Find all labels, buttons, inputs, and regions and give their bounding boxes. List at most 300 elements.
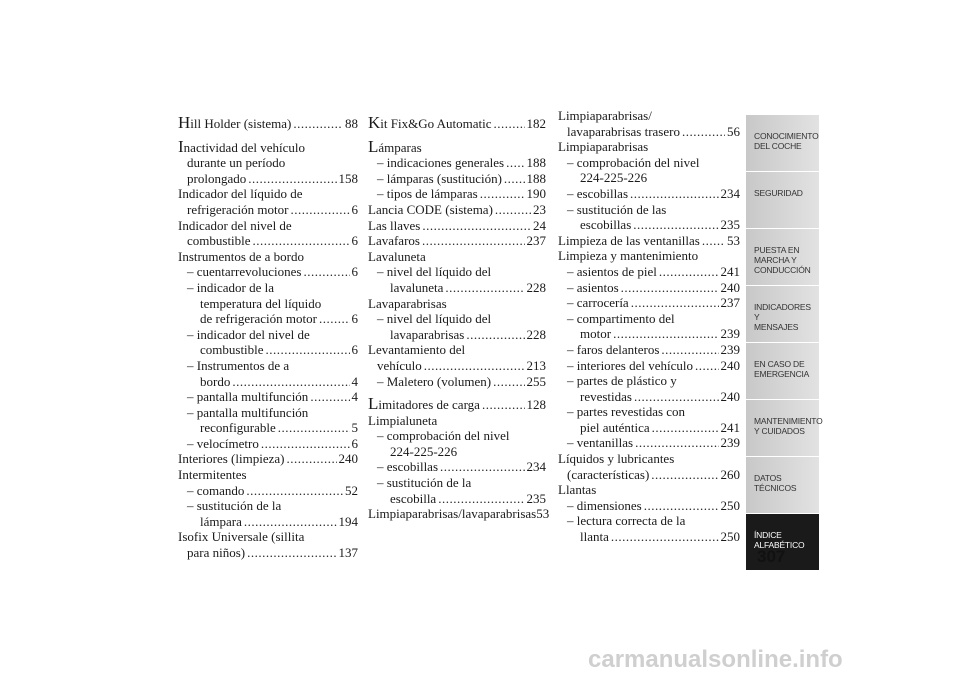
entry-text: – ventanillas xyxy=(567,435,634,451)
entry-heading xyxy=(178,136,358,156)
leader-dots xyxy=(630,186,718,202)
page-ref: 6 xyxy=(351,233,358,249)
leader-dots xyxy=(504,171,525,187)
page-ref: 194 xyxy=(338,513,358,529)
index-entry xyxy=(368,202,546,218)
page-ref: 239 xyxy=(720,341,740,357)
index-entry xyxy=(558,139,740,155)
page-ref: 250 xyxy=(720,497,740,513)
entry-text: revestidas xyxy=(580,388,632,404)
page-ref: 158 xyxy=(338,170,358,186)
page-ref: 234 xyxy=(720,185,740,201)
index-line xyxy=(368,491,546,507)
leader-dots xyxy=(246,483,343,499)
section-tab-label: CONOCIMIENTO xyxy=(754,131,819,141)
entry-text: – escobillas xyxy=(377,459,439,475)
leader-dots xyxy=(247,545,336,561)
entry-heading: Indicador del nivel de xyxy=(178,217,292,233)
entry-text: – faros delanteros xyxy=(567,341,660,357)
page-ref: 6 xyxy=(351,311,358,327)
section-tab-label: MANTENIMIENTO xyxy=(754,416,823,426)
leader-dots xyxy=(278,420,350,436)
index-line xyxy=(368,202,546,218)
index-entry xyxy=(558,451,740,482)
entry-text: vehículo xyxy=(377,357,422,373)
index-line xyxy=(178,202,358,218)
index-line xyxy=(178,311,358,327)
index-entry xyxy=(368,342,546,373)
index-line xyxy=(558,233,740,249)
section-tab xyxy=(746,286,819,343)
page-ref: 5 xyxy=(351,420,358,436)
entry-text: – indicaciones generales xyxy=(377,155,505,171)
entry-text: bordo xyxy=(200,373,231,389)
section-tab-label: EMERGENCIA xyxy=(754,369,810,379)
index-entry xyxy=(368,396,546,413)
index-entry xyxy=(558,498,740,514)
entry-heading: – sustitución de las xyxy=(567,201,667,217)
index-entry xyxy=(368,459,546,475)
leader-dots xyxy=(644,498,719,514)
section-tab-label: DATOS TÉCNICOS xyxy=(754,473,797,493)
entry-heading: – lectura correcta de la xyxy=(567,513,686,529)
leader-dots xyxy=(695,358,719,374)
section-tabs xyxy=(746,115,823,571)
entry-text: – tipos de lámparas xyxy=(377,186,478,202)
page-ref: 188 xyxy=(526,170,546,186)
page-ref: 234 xyxy=(526,459,546,475)
index-entry xyxy=(178,280,358,327)
entry-text: llanta xyxy=(580,529,609,545)
page-ref: 239 xyxy=(720,326,740,342)
entry-heading: Lavaluneta xyxy=(368,248,426,264)
index-entry xyxy=(178,389,358,405)
index-entry xyxy=(558,108,740,139)
leader-dots xyxy=(631,295,719,311)
leader-dots xyxy=(495,202,531,218)
index-entry xyxy=(178,115,358,132)
index-entry xyxy=(178,327,358,358)
section-tab-label: EN CASO DE xyxy=(754,359,805,369)
entry-heading: – nivel del líquido del xyxy=(377,264,492,280)
index-entry xyxy=(558,264,740,280)
index-line xyxy=(368,218,546,234)
entry-text: piel auténtica xyxy=(580,419,650,435)
index-line xyxy=(558,342,740,358)
leader-dots xyxy=(244,514,337,530)
index-line xyxy=(178,420,358,436)
leader-dots xyxy=(286,451,336,467)
entry-heading: – Instrumentos de a xyxy=(187,357,290,373)
section-tab-label: INDICADORES Y xyxy=(754,302,811,322)
entry-heading: – indicador de la xyxy=(187,279,274,295)
index-line xyxy=(368,171,546,187)
entry-head: Lámparas xyxy=(368,136,422,156)
leader-dots xyxy=(440,459,524,475)
section-tab xyxy=(746,400,823,457)
index-column-1 xyxy=(178,108,358,561)
leader-dots xyxy=(652,420,719,436)
initial-letter: L xyxy=(368,136,379,156)
entry-text: – asientos xyxy=(567,279,619,295)
index-line xyxy=(368,233,546,249)
leader-dots xyxy=(253,233,350,249)
page-ref: 190 xyxy=(526,186,546,202)
page-ref: 4 xyxy=(351,389,358,405)
leader-dots xyxy=(424,358,525,374)
page-ref: 240 xyxy=(720,357,740,373)
leader-dots xyxy=(651,467,718,483)
leader-dots xyxy=(480,186,525,202)
leader-dots xyxy=(303,264,349,280)
entry-continuation: 224-225-226 xyxy=(390,443,458,459)
entry-text: – cuentarrevoluciones xyxy=(187,264,302,280)
index-line xyxy=(558,529,740,545)
index-entry xyxy=(178,483,358,499)
leader-dots xyxy=(422,218,531,234)
leader-dots xyxy=(482,397,525,413)
leader-dots xyxy=(310,389,349,405)
page-ref: 137 xyxy=(338,545,358,561)
index-entry xyxy=(178,436,358,452)
index-line xyxy=(178,264,358,280)
leader-dots xyxy=(621,280,719,296)
entry-text: escobilla xyxy=(390,490,437,506)
entry-heading: – indicador del nivel de xyxy=(187,326,310,342)
page-ref: 53 xyxy=(727,232,740,248)
entry-heading: Intermitentes xyxy=(178,467,247,483)
entry-text: lámpara xyxy=(200,513,242,529)
leader-dots xyxy=(248,171,336,187)
index-line xyxy=(558,186,740,202)
entry-head: Hill Holder (sistema) xyxy=(178,113,292,132)
leader-dots xyxy=(613,326,718,342)
index-line xyxy=(178,436,358,452)
entry-heading: Limpialuneta xyxy=(368,412,438,428)
page-ref: 6 xyxy=(351,342,358,358)
page-number: 307 xyxy=(757,547,786,566)
entry-head: Inactividad del vehículo xyxy=(178,136,305,156)
page-ref: 240 xyxy=(338,451,358,467)
index-line xyxy=(178,171,358,187)
leader-dots xyxy=(634,389,719,405)
index-entry xyxy=(558,280,740,296)
entry-text: para niños) xyxy=(187,545,246,561)
index-entry xyxy=(178,249,358,265)
index-entry xyxy=(368,249,546,265)
entry-heading: – sustitución de la xyxy=(187,498,282,514)
entry-heading: Llantas xyxy=(558,482,597,498)
index-line xyxy=(178,451,358,467)
page-ref: 237 xyxy=(526,233,546,249)
entry-head: Limitadores de carga xyxy=(368,394,480,414)
index-line xyxy=(178,233,358,249)
index-line xyxy=(368,280,546,296)
index-line xyxy=(178,374,358,390)
index-entry xyxy=(368,506,550,522)
watermark: carmanualsonline.info xyxy=(588,646,843,673)
index-entry xyxy=(558,233,740,249)
entry-text: combustible xyxy=(200,342,264,358)
index-line xyxy=(558,389,740,405)
index-entry xyxy=(178,218,358,249)
page-ref: 6 xyxy=(351,201,358,217)
index-entry xyxy=(558,404,740,435)
initial-letter: H xyxy=(178,113,191,132)
leader-dots xyxy=(319,311,350,327)
entry-text: motor xyxy=(580,326,612,342)
page-ref: 56 xyxy=(727,123,740,139)
index-entry xyxy=(178,186,358,217)
index-line xyxy=(558,264,740,280)
leader-dots xyxy=(493,374,524,390)
entry-head: Kit Fix&Go Automatic xyxy=(368,113,492,132)
page-ref: 23 xyxy=(533,201,546,217)
page-ref: 228 xyxy=(526,279,546,295)
section-tab xyxy=(746,115,819,172)
leader-dots xyxy=(682,124,725,140)
index-entry xyxy=(368,218,546,234)
index-entry xyxy=(368,155,546,171)
entry-heading: Isofix Universale (sillita xyxy=(178,529,305,545)
index-line xyxy=(368,396,546,413)
index-entry xyxy=(368,413,546,429)
section-tab-label: PUESTA EN xyxy=(754,245,800,255)
index-line xyxy=(558,217,740,233)
leader-dots xyxy=(635,435,718,451)
section-tab-label: MARCHA Y xyxy=(754,255,797,265)
page-ref: 239 xyxy=(720,435,740,451)
section-tab-label: DEL COCHE xyxy=(754,141,802,151)
entry-text: lavaluneta xyxy=(390,279,444,295)
entry-text: – pantalla multifunción xyxy=(187,389,309,405)
leader-dots xyxy=(633,217,718,233)
entry-text: Interiores (limpieza) xyxy=(178,451,285,467)
index-line xyxy=(368,459,546,475)
entry-text xyxy=(178,115,291,132)
entry-text: Limpieza de las ventanillas xyxy=(558,232,700,248)
entry-text xyxy=(368,396,480,413)
leader-dots xyxy=(445,280,524,296)
page-ref: 260 xyxy=(720,466,740,482)
index-line xyxy=(558,358,740,374)
entry-heading: Limpiaparabrisas xyxy=(558,139,649,155)
initial-letter: L xyxy=(368,394,379,414)
entry-text: – comando xyxy=(187,482,245,498)
index-entry xyxy=(178,405,358,436)
entry-text: Lancia CODE (sistema) xyxy=(368,201,493,217)
section-tab-label: ALFABÉTICO xyxy=(754,540,805,550)
index-entry xyxy=(178,498,358,529)
page-ref: 241 xyxy=(720,263,740,279)
index-entry xyxy=(368,186,546,202)
index-entry xyxy=(558,155,740,186)
leader-dots xyxy=(293,116,343,132)
leader-dots xyxy=(611,529,719,545)
entry-text: – lámparas (sustitución) xyxy=(377,170,502,186)
index-entry xyxy=(178,451,358,467)
page-ref: 88 xyxy=(345,116,358,131)
section-tab-label: ÍNDICE xyxy=(754,530,782,540)
leader-dots xyxy=(661,342,718,358)
leader-dots xyxy=(438,491,524,507)
leader-dots xyxy=(506,155,524,171)
section-tab xyxy=(746,229,819,286)
entry-text: – dimensiones xyxy=(567,497,642,513)
entry-text: – carrocería xyxy=(567,295,629,311)
leader-dots xyxy=(702,233,725,249)
entry-text: Las llaves xyxy=(368,217,421,233)
index-entry xyxy=(178,467,358,483)
leader-dots xyxy=(266,342,350,358)
index-entry xyxy=(368,475,546,506)
index-entry xyxy=(558,342,740,358)
entry-text: combustible xyxy=(187,233,251,249)
leader-dots xyxy=(494,116,525,132)
entry-text: – interiores del vehículo xyxy=(567,357,693,373)
index-column-3 xyxy=(558,108,740,545)
index-line xyxy=(558,498,740,514)
section-tab xyxy=(746,343,819,400)
leader-dots xyxy=(422,233,525,249)
entry-heading: Lavaparabrisas xyxy=(368,295,447,311)
page-ref: 188 xyxy=(526,155,546,171)
entry-heading: Instrumentos de a bordo xyxy=(178,248,305,264)
index-entry xyxy=(368,136,546,156)
entry-heading: – pantalla multifunción xyxy=(187,404,309,420)
leader-dots xyxy=(659,264,719,280)
index-line xyxy=(558,295,740,311)
entry-heading: Limpiaparabrisas/ xyxy=(558,108,652,123)
index-line xyxy=(368,186,546,202)
index-line xyxy=(368,155,546,171)
index-line xyxy=(178,389,358,405)
page-ref: 237 xyxy=(720,295,740,311)
page-ref: 235 xyxy=(526,490,546,506)
entry-heading: – partes revestidas con xyxy=(567,404,686,420)
index-entry xyxy=(558,373,740,404)
index-entry xyxy=(558,358,740,374)
entry-heading: – comprobación del nivel xyxy=(567,154,700,170)
page-ref: 255 xyxy=(526,373,546,389)
page-ref: 228 xyxy=(526,326,546,342)
initial-letter: K xyxy=(368,113,381,132)
index-line xyxy=(368,506,550,522)
index-line xyxy=(368,358,546,374)
page-ref: 52 xyxy=(345,482,358,498)
index-line xyxy=(368,374,546,390)
index-line xyxy=(558,124,740,140)
index-entry xyxy=(368,264,546,295)
index-line xyxy=(178,115,358,132)
index-entry xyxy=(558,202,740,233)
index-line xyxy=(558,420,740,436)
index-line xyxy=(178,342,358,358)
entry-heading: Líquidos y lubricantes xyxy=(558,451,675,467)
entry-heading: Indicador del líquido de xyxy=(178,186,303,202)
entry-text: lavaparabrisas trasero xyxy=(567,123,680,139)
page-ref: 6 xyxy=(351,435,358,451)
index-line xyxy=(558,326,740,342)
section-tab xyxy=(746,172,819,229)
index-line xyxy=(558,467,740,483)
page-ref: 53 xyxy=(536,506,550,522)
index-line xyxy=(558,435,740,451)
entry-heading: – comprobación del nivel xyxy=(377,428,510,444)
index-column-2 xyxy=(368,108,550,522)
section-tab xyxy=(746,457,819,514)
leader-dots xyxy=(232,374,349,390)
entry-heading: – sustitución de la xyxy=(377,475,472,491)
index-entry xyxy=(178,529,358,560)
page-ref: 4 xyxy=(351,373,358,389)
index-line xyxy=(368,327,546,343)
index-line xyxy=(558,280,740,296)
index-entry xyxy=(178,264,358,280)
entry-continuation: 224-225-226 xyxy=(580,170,648,186)
entry-text: – asientos de piel xyxy=(567,263,657,279)
index-entry xyxy=(558,513,740,544)
page-ref: 240 xyxy=(720,388,740,404)
entry-text: de refrigeración motor xyxy=(200,311,317,327)
entry-heading: – nivel del líquido del xyxy=(377,311,492,327)
entry-text: lavaparabrisas xyxy=(390,326,465,342)
leader-dots xyxy=(290,202,349,218)
entry-continuation: durante un período xyxy=(187,155,286,171)
index-line xyxy=(178,545,358,561)
entry-continuation: temperatura del líquido xyxy=(200,295,322,311)
page-ref: 24 xyxy=(533,217,546,233)
section-tab-label: SEGURIDAD xyxy=(754,188,803,198)
index-entry xyxy=(558,435,740,451)
index-entry xyxy=(368,374,546,390)
page-ref: 128 xyxy=(526,397,546,413)
entry-text: refrigeración motor xyxy=(187,201,289,217)
page-ref: 241 xyxy=(720,419,740,435)
entry-heading: – partes de plástico y xyxy=(567,373,677,389)
index-entry xyxy=(178,136,358,187)
entry-text: – escobillas xyxy=(567,185,629,201)
section-tab-label: MENSAJES xyxy=(754,322,799,332)
entry-heading: Levantamiento del xyxy=(368,342,466,358)
index-entry xyxy=(368,171,546,187)
index-line xyxy=(178,483,358,499)
index-entry xyxy=(368,233,546,249)
entry-text: – Maletero (volumen) xyxy=(377,373,492,389)
page-ref: 213 xyxy=(526,357,546,373)
index-entry xyxy=(558,295,740,311)
index-line xyxy=(178,514,358,530)
index-entry xyxy=(558,248,740,264)
page-ref: 250 xyxy=(720,529,740,545)
section-tab-label: Y CUIDADOS xyxy=(754,426,805,436)
index-entry xyxy=(368,428,546,459)
page-ref: 235 xyxy=(720,217,740,233)
entry-heading: – compartimento del xyxy=(567,310,675,326)
entry-text: prolongado xyxy=(187,170,247,186)
entry-text: (características) xyxy=(567,466,650,482)
index-line xyxy=(368,115,546,132)
index-entry xyxy=(368,115,546,132)
index-entry xyxy=(368,311,546,342)
page-ref: 182 xyxy=(526,116,546,131)
initial-letter: I xyxy=(178,136,184,156)
leader-dots xyxy=(261,436,350,452)
entry-heading: Limpieza y mantenimiento xyxy=(558,248,699,264)
leader-dots xyxy=(466,327,524,343)
index-entry xyxy=(178,358,358,389)
entry-text: escobillas xyxy=(580,217,632,233)
